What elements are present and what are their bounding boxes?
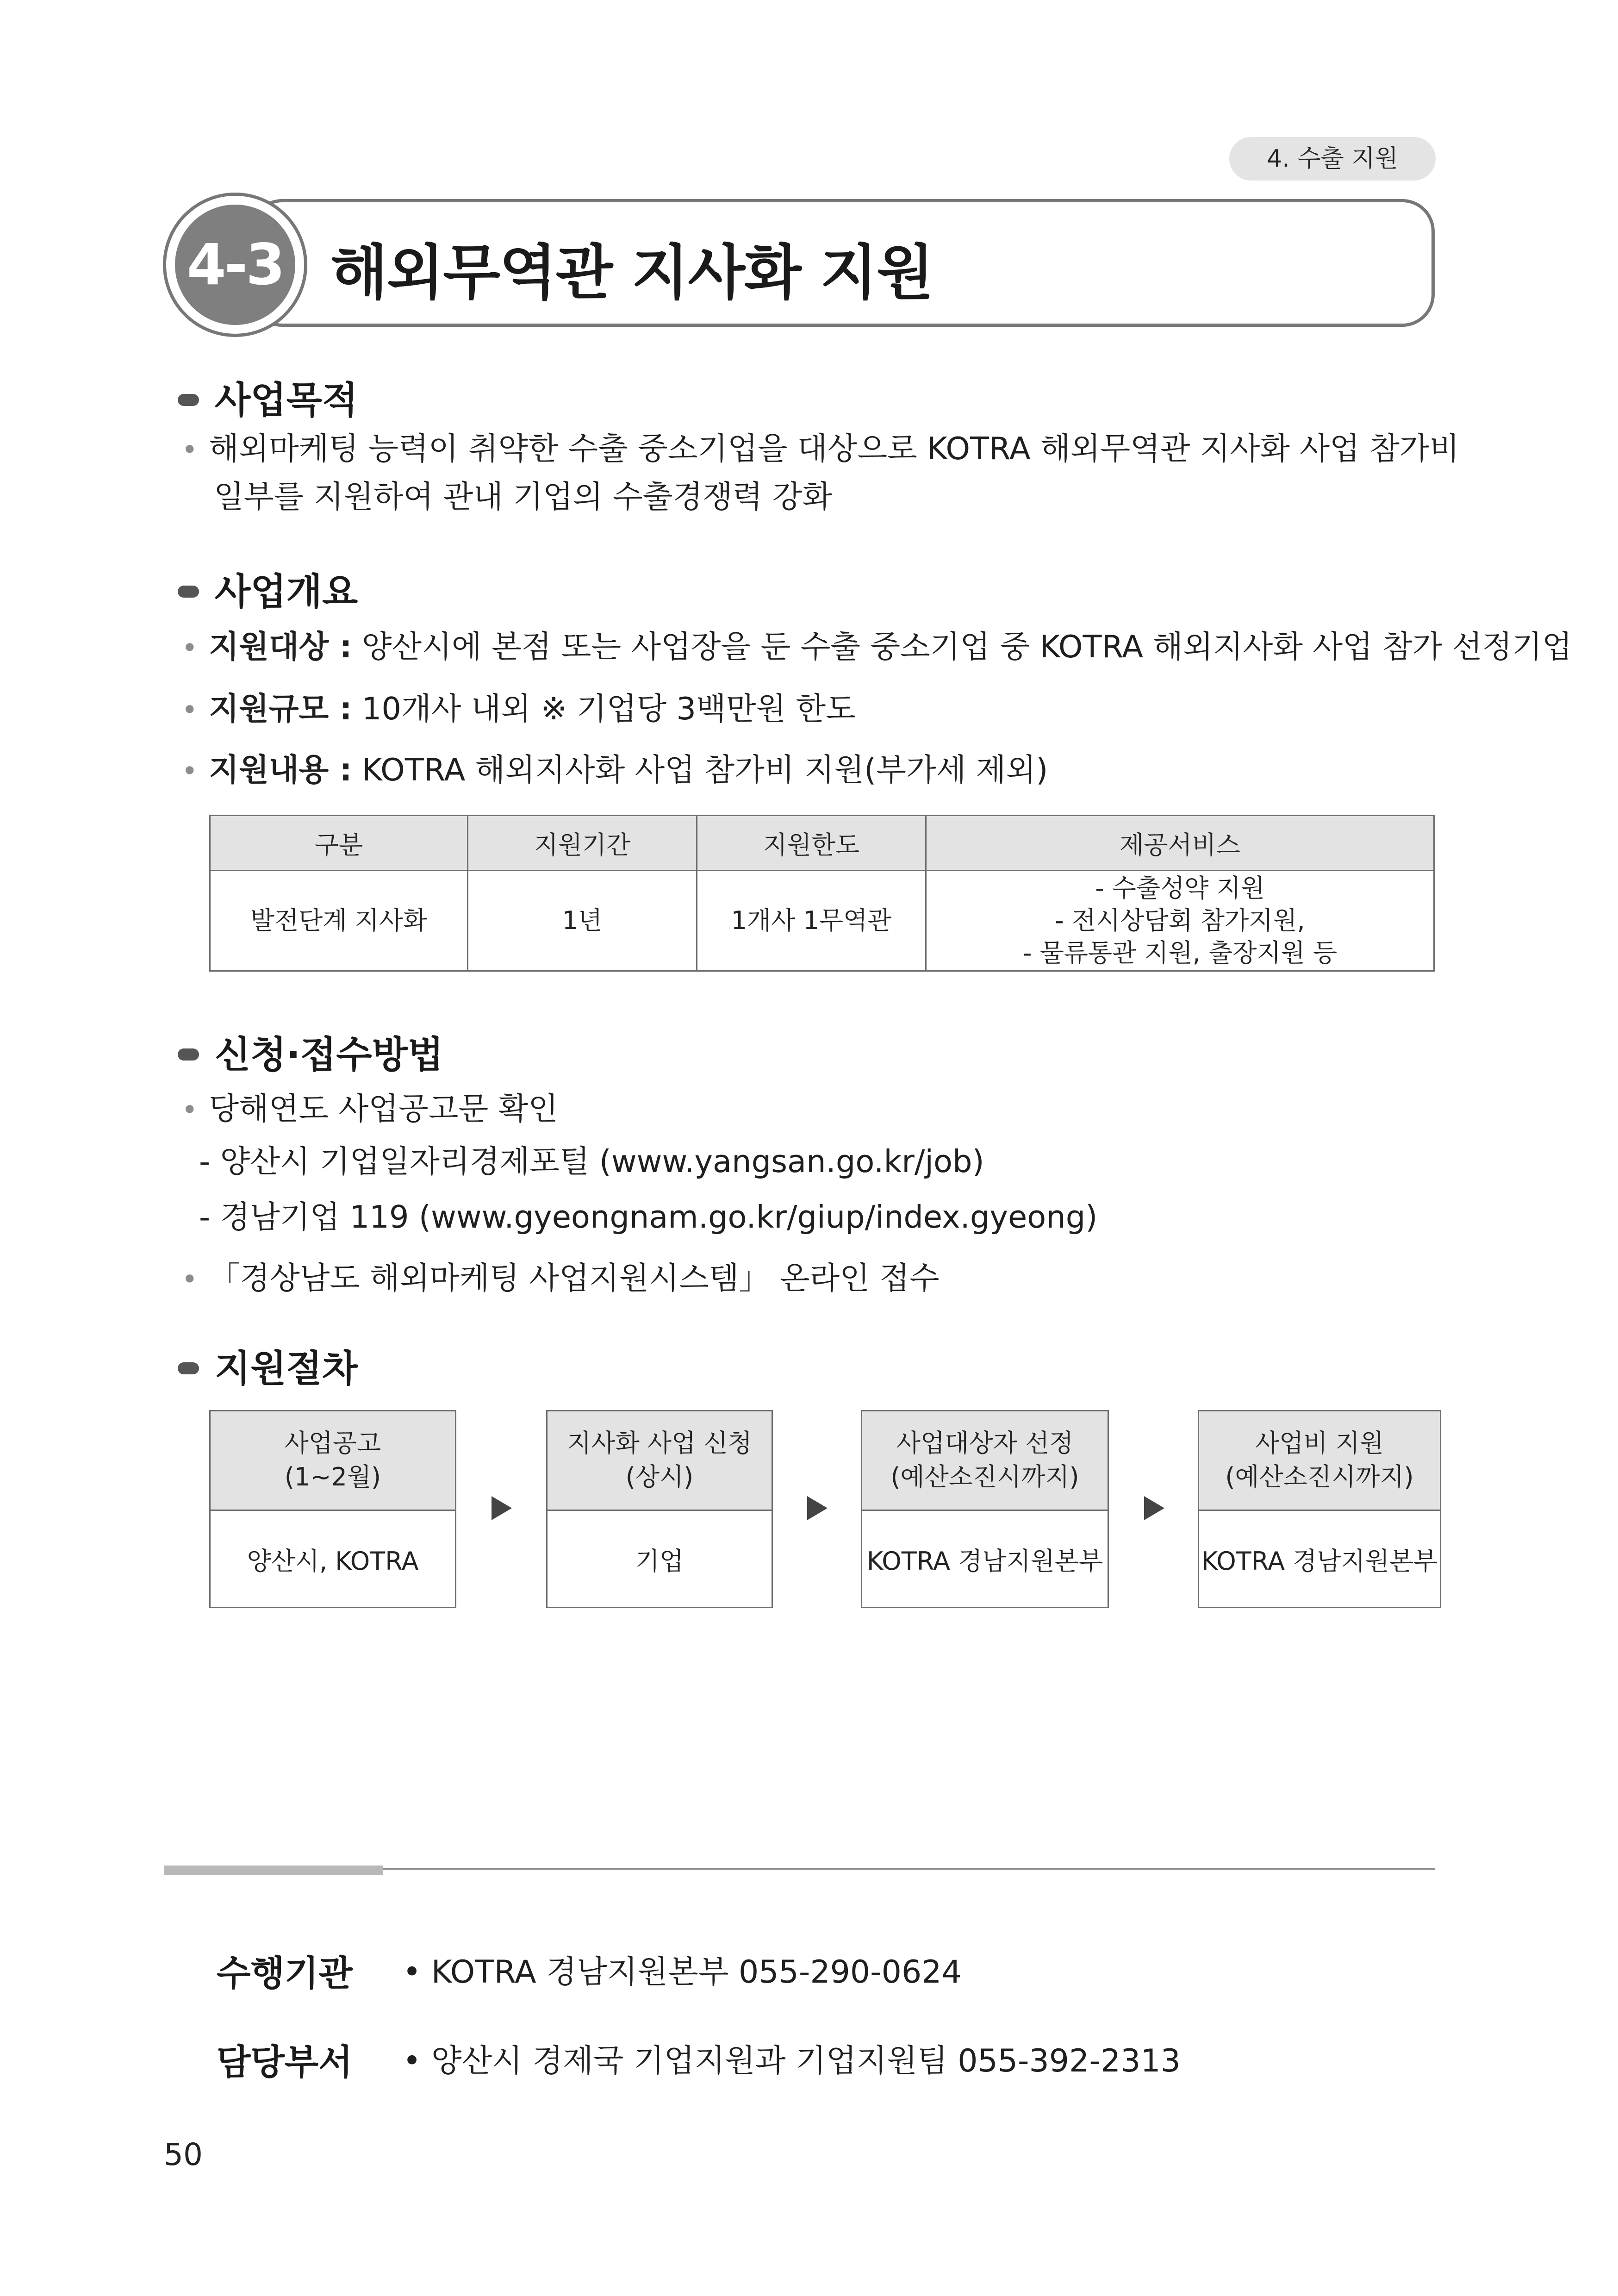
flow-step-actor: KOTRA 경남지원본부 [1201,1546,1438,1576]
apply-item-1 [181,1091,558,1127]
department-value: • 양산시 경제국 기업지원과 기업지원팀 055-392-2313 [403,2043,1181,2079]
table-header: 제공서비스 [926,816,1434,871]
heading-text: 신청·접수방법 [215,1033,444,1076]
service-line: - 수출성약 지원 [1095,873,1265,903]
table-cell: 1년 [468,871,697,971]
item-value: 양산시에 본점 또는 사업장을 둔 수출 중소기업 중 KOTRA 해외지사화 사업 참가 선정기업 [352,629,1572,665]
flow-step-header [548,1411,772,1511]
agency-label: 수행기관 [217,1953,353,1994]
flow-step-header [211,1411,455,1511]
flow-step-title: 사업공고 [284,1429,381,1458]
table-header: 지원기간 [468,816,697,871]
apply-link-gyeongnam: - 경남기업 119 (www.gyeongnam.go.kr/giup/index.gyeong) [199,1199,1098,1235]
flow-step-actor: KOTRA 경남지원본부 [866,1546,1103,1576]
purpose-text-1: 해외마케팅 능력이 취약한 수출 중소기업을 대상으로 KOTRA 해외무역관 지사화 사업 참가비 [209,430,1460,467]
apply-item-2 [181,1260,940,1296]
table-row [210,871,1434,971]
apply-text-2: 「경상남도 해외마케팅 사업지원시스템」 온라인 접수 [209,1260,940,1296]
bullet-icon: • [181,1094,198,1126]
flow-step-actor: 양산시, KOTRA [247,1546,419,1576]
flow-step-sub: (1~2월) [284,1462,381,1491]
section-bullet-icon [178,1048,199,1061]
table-header: 구분 [210,816,468,871]
flow-step-sub: (예산소진시까지) [890,1462,1079,1491]
service-line: - 전시상담회 참가지원, [1055,905,1305,935]
section-heading-apply [178,1025,443,1078]
flow-step-sub: (상시) [625,1462,694,1491]
overview-item-scale [181,691,856,727]
flow-step-title: 사업대상자 선정 [896,1429,1074,1458]
flow-step-3 [861,1410,1109,1608]
heading-text: 사업목적 [215,379,358,422]
section-heading-overview [178,562,358,615]
item-label: 지원대상 : [209,629,352,665]
service-line: - 물류통관 지원, 출장지원 등 [1022,938,1338,968]
arrow-right-icon [807,1496,828,1520]
table-header-row [210,816,1434,871]
overview-item-content [181,752,1048,788]
flow-step-header [862,1411,1108,1511]
flow-step-actor: 기업 [635,1546,684,1576]
heading-text: 사업개요 [215,570,358,613]
chapter-tag: 4. 수출 지원 [1229,137,1436,181]
section-bullet-icon [178,394,199,406]
item-label: 지원규모 : [209,691,352,727]
bullet-icon: • [181,694,198,726]
flow-step-sub: (예산소진시까지) [1225,1462,1414,1491]
flow-step-4 [1198,1410,1441,1608]
table-header: 지원한도 [697,816,926,871]
page-number: 50 [164,2137,203,2172]
purpose-line-2: 일부를 지원하여 관내 기업의 수출경쟁력 강화 [214,479,833,515]
table-cell: 발전단계 지사화 [210,871,468,971]
purpose-line-1 [181,430,1460,467]
section-number-badge: 4-3 [175,205,295,325]
agency-value: • KOTRA 경남지원본부 055-290-0624 [403,1954,962,1990]
page-title: 해외무역관 지사화 지원 [330,238,933,307]
section-heading-procedure [178,1339,358,1392]
arrow-right-icon [492,1496,512,1520]
item-value: KOTRA 해외지사화 사업 참가비 지원(부가세 제외) [352,752,1048,788]
arrow-right-icon [1144,1496,1164,1520]
department-label: 담당부서 [217,2041,353,2083]
flow-step-title: 사업비 지원 [1255,1429,1384,1458]
bullet-icon: • [181,1263,198,1296]
section-bullet-icon [178,586,199,598]
bullet-icon: • [181,755,198,787]
overview-item-target [181,629,1572,665]
apply-text-1: 당해연도 사업공고문 확인 [209,1091,558,1127]
flow-step-1 [209,1410,456,1608]
footer-accent-bar [164,1866,383,1875]
section-heading-purpose [178,370,358,424]
flow-step-header [1199,1411,1440,1511]
table-cell: 1개사 1무역관 [697,871,926,971]
support-table [209,815,1435,972]
flow-step-title: 지사화 사업 신청 [567,1429,752,1458]
item-label: 지원내용 : [209,752,352,788]
bullet-icon: • [181,632,198,664]
section-bullet-icon [178,1362,199,1374]
heading-text: 지원절차 [215,1347,358,1390]
item-value: 10개사 내외 ※ 기업당 3백만원 한도 [352,691,856,727]
apply-link-yangsan: - 양산시 기업일자리경제포털 (www.yangsan.go.kr/job) [199,1143,984,1179]
bullet-icon: • [181,434,198,466]
flow-step-2 [546,1410,773,1608]
table-cell-services [926,871,1434,971]
